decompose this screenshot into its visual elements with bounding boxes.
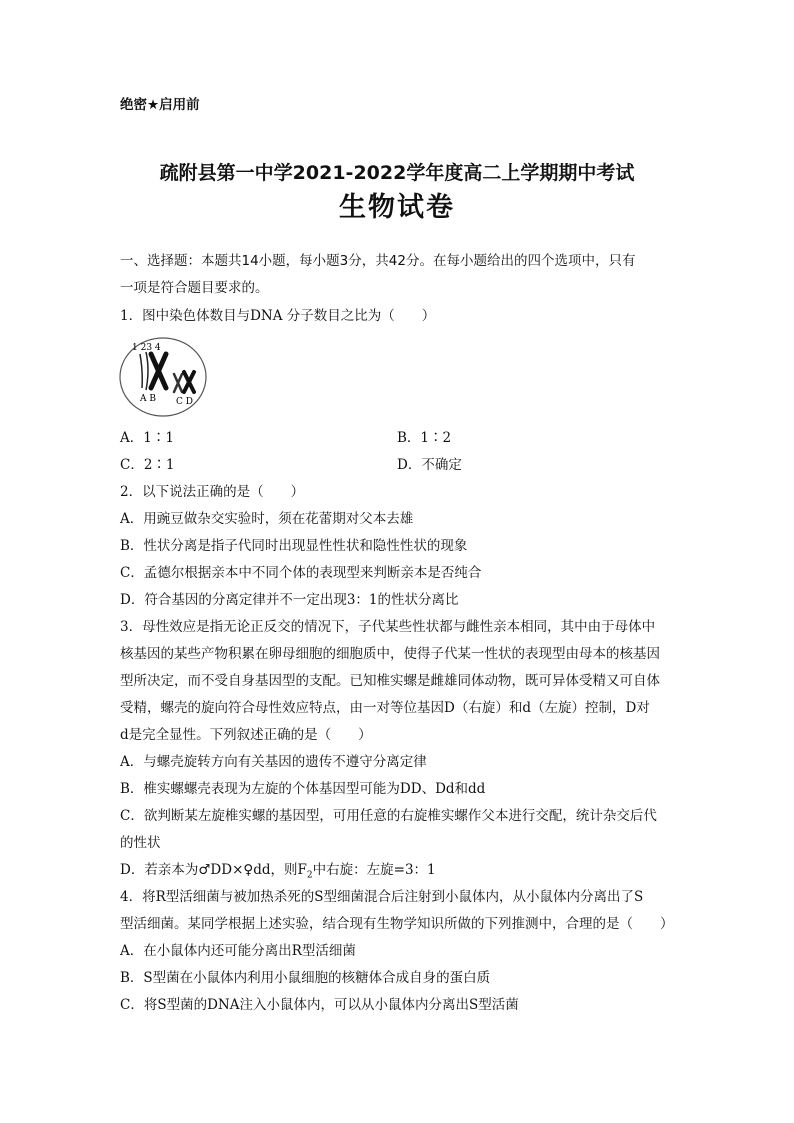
figure-label-top: 1 23 4 <box>132 343 161 353</box>
question-3-stem-line: 核基因的某些产物积累在卵母细胞的细胞质中，使得子代某一性状的表现型由母本的核基因 <box>120 646 660 662</box>
figure-label-right: C D <box>176 397 193 407</box>
q1-option-a: A．1∶1 <box>120 430 174 446</box>
q4-option-b: B．S型菌在小鼠体内利用小鼠细胞的核糖体合成自身的蛋白质 <box>120 970 491 986</box>
q3-option-a: A．与螺壳旋转方向有关基因的遗传不遵守分离定律 <box>120 754 427 770</box>
section-instructions-line2: 一项是符合题目要求的。 <box>120 280 269 296</box>
q3-option-d-text: D．若亲本为♂DD×♀dd，则F <box>120 862 307 878</box>
q2-option-b: B．性状分离是指子代同时出现显性性状和隐性性状的现象 <box>120 538 468 554</box>
section-instructions-line1: 一、选择题：本题共14小题，每小题3分，共42分。在每小题给出的四个选项中，只有 <box>120 253 636 269</box>
q1-option-b: B．1∶2 <box>397 430 452 446</box>
q3-option-d-text-end: 中右旋：左旋=3：1 <box>312 862 436 878</box>
question-2-stem: 2．以下说法正确的是（ ） <box>120 484 305 500</box>
q3-option-b: B．椎实螺螺壳表现为左旋的个体基因型可能为DD、Dd和dd <box>120 781 486 797</box>
question-4-stem-line: 型活细菌。某同学根据上述实验，结合现有生物学知识所做的下列推测中，合理的是（ ） <box>120 916 674 932</box>
q2-option-a: A．用豌豆做杂交实验时，须在花蕾期对父本去雄 <box>120 511 414 527</box>
question-3-stem-line: 3．母性效应是指无论正反交的情况下，子代某些性状都与雌性亲本相同，其中由于母体中 <box>120 619 656 635</box>
q1-option-d: D．不确定 <box>397 457 462 473</box>
q3-option-c-continued: 的性状 <box>120 835 161 851</box>
q3-option-c: C．欲判断某左旋椎实螺的基因型，可用任意的右旋椎实螺作父本进行交配，统计杂交后代 <box>120 808 657 824</box>
question-3-stem-line: 型所决定，而不受自身基因型的支配。已知椎实螺是雌雄同体动物，既可异体受精又可自体 <box>120 673 660 689</box>
question-4-stem-line: 4．将R型活细菌与被加热杀死的S型细菌混合后注射到小鼠体内，从小鼠体内分离出了S <box>120 889 644 905</box>
chromosome-figure <box>118 336 210 418</box>
q3-option-d-subscript: 2 <box>306 870 313 881</box>
subject-title: 生物试卷 <box>339 192 455 223</box>
exam-title: 疏附县第一中学2021-2022学年度高二上学期期中考试 <box>159 162 635 184</box>
question-3-stem-line: 受精，螺壳的旋向符合母性效应特点，由一对等位基因D（右旋）和d（左旋）控制，D对 <box>120 700 650 716</box>
question-1-stem: 1．图中染色体数目与DNA 分子数目之比为（ ） <box>120 308 436 324</box>
question-3-stem-line: d是完全显性。下列叙述正确的是（ ） <box>120 727 372 743</box>
confidential-label: 绝密★启用前 <box>120 97 200 113</box>
q4-option-a: A．在小鼠体内还可能分离出R型活细菌 <box>120 943 356 959</box>
q2-option-d: D．符合基因的分离定律并不一定出现3：1的性状分离比 <box>120 592 459 608</box>
q2-option-c: C．孟德尔根据亲本中不同个体的表现型来判断亲本是否纯合 <box>120 565 482 581</box>
q1-option-c: C．2∶1 <box>120 457 175 473</box>
q4-option-c: C．将S型菌的DNA注入小鼠体内，可以从小鼠体内分离出S型活菌 <box>120 997 519 1013</box>
q3-option-d <box>120 858 436 881</box>
chromosome-a-strand <box>140 354 142 388</box>
chromosome-a-strand <box>146 352 148 390</box>
figure-label-left: A B <box>140 394 156 404</box>
